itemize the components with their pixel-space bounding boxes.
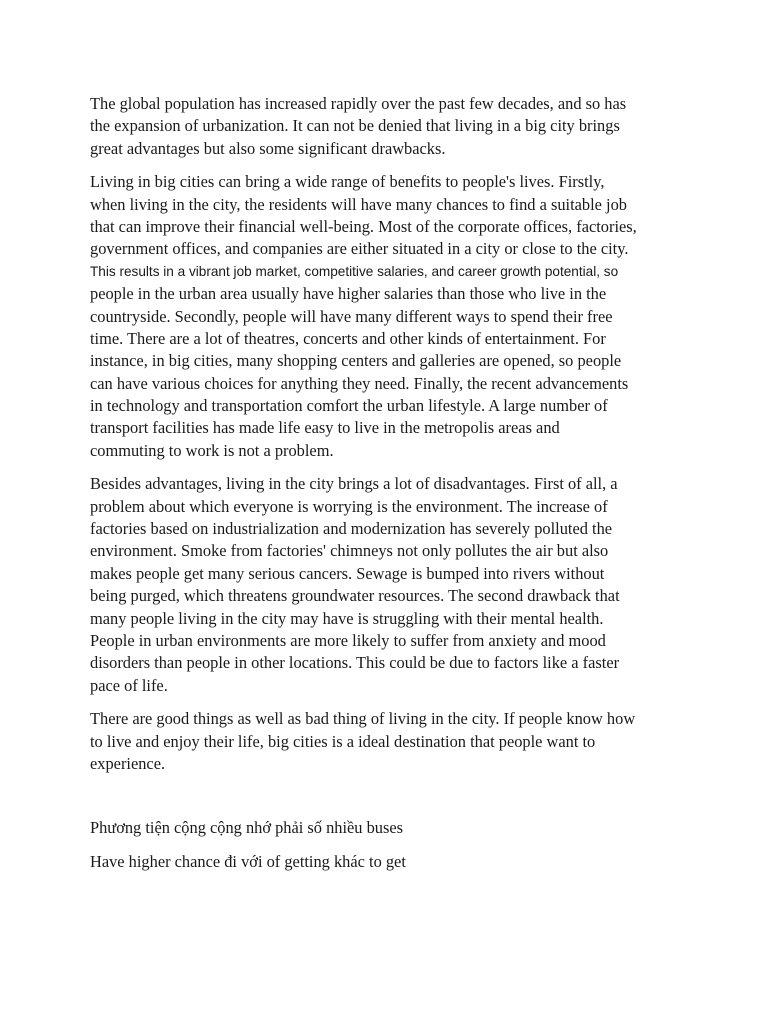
paragraph-line: People in urban environments are more likely to suffer from anxiety and mood (90, 630, 606, 650)
paragraph-line: government offices, and companies are either situated in a city or close to the city. (90, 239, 629, 259)
paragraph-line: can have various choices for anything they need. Finally, the recent advancements (90, 373, 629, 393)
paragraph-line: makes people get many serious cancers. Sewage is bumped into rivers without (90, 563, 605, 583)
paragraph-line: There are good things as well as bad thing of living in the city. If people know how (90, 709, 636, 729)
paragraph-line: problem about which everyone is worrying is the environment. The increase of (90, 496, 608, 516)
intro-paragraph (90, 93, 680, 160)
paragraph-line-pasted-text: This results in a vibrant job market, competitive salaries, and career growth potential, so (90, 263, 619, 279)
disadvantages-paragraph (90, 473, 680, 697)
paragraph-line: great advantages but also some significant drawbacks. (90, 138, 446, 158)
paragraph-line: when living in the city, the residents will have many chances to find a suitable job (90, 194, 627, 214)
paragraph-line: many people living in the city may have is struggling with their mental health. (90, 608, 604, 628)
essay-body (90, 93, 680, 786)
paragraph-line: disorders than people in other locations. This could be due to factors like a faster (90, 653, 620, 673)
conclusion-paragraph (90, 708, 680, 775)
paragraph-line: transport facilities has made life easy to live in the metropolis areas and (90, 418, 560, 438)
advantages-paragraph (90, 171, 680, 462)
paragraph-line: time. There are a lot of theatres, concerts and other kinds of entertainment. For (90, 328, 606, 348)
paragraph-line: commuting to work is not a problem. (90, 440, 334, 460)
paragraph-line: instance, in big cities, many shopping centers and galleries are opened, so people (90, 351, 622, 371)
paragraph-line: Besides advantages, living in the city brings a lot of disadvantages. First of all, a (90, 474, 618, 494)
paragraph-line: to live and enjoy their life, big cities is a ideal destination that people want to (90, 731, 596, 751)
paragraph-line: The global population has increased rapidly over the past few decades, and so has (90, 94, 627, 113)
paragraph-line: being purged, which threatens groundwater resources. The second drawback that (90, 586, 620, 606)
paragraph-line: in technology and transportation comfort the urban lifestyle. A large number of (90, 396, 608, 416)
paragraph-line: Living in big cities can bring a wide range of benefits to people's lives. Firstly, (90, 172, 605, 192)
paragraph-line: environment. Smoke from factories' chimneys not only pollutes the air but also (90, 541, 609, 561)
study-notes (90, 817, 406, 886)
paragraph-line: pace of life. (90, 675, 168, 695)
paragraph-line: that can improve their financial well-being. Most of the corporate offices, factories, (90, 216, 637, 236)
paragraph-line: people in the urban area usually have higher salaries than those who live in the (90, 284, 607, 304)
note-line: Have higher chance đi với of getting khác to get (90, 852, 406, 872)
paragraph-line: the expansion of urbanization. It can not be denied that living in a big city brings (90, 116, 620, 136)
note-line: Phương tiện cộng cộng nhớ phải số nhiều buses (90, 818, 404, 837)
paragraph-line: experience. (90, 753, 166, 773)
paragraph-line: countryside. Secondly, people will have many different ways to spend their free (90, 306, 613, 326)
paragraph-line: factories based on industrialization and modernization has severely polluted the (90, 519, 613, 539)
